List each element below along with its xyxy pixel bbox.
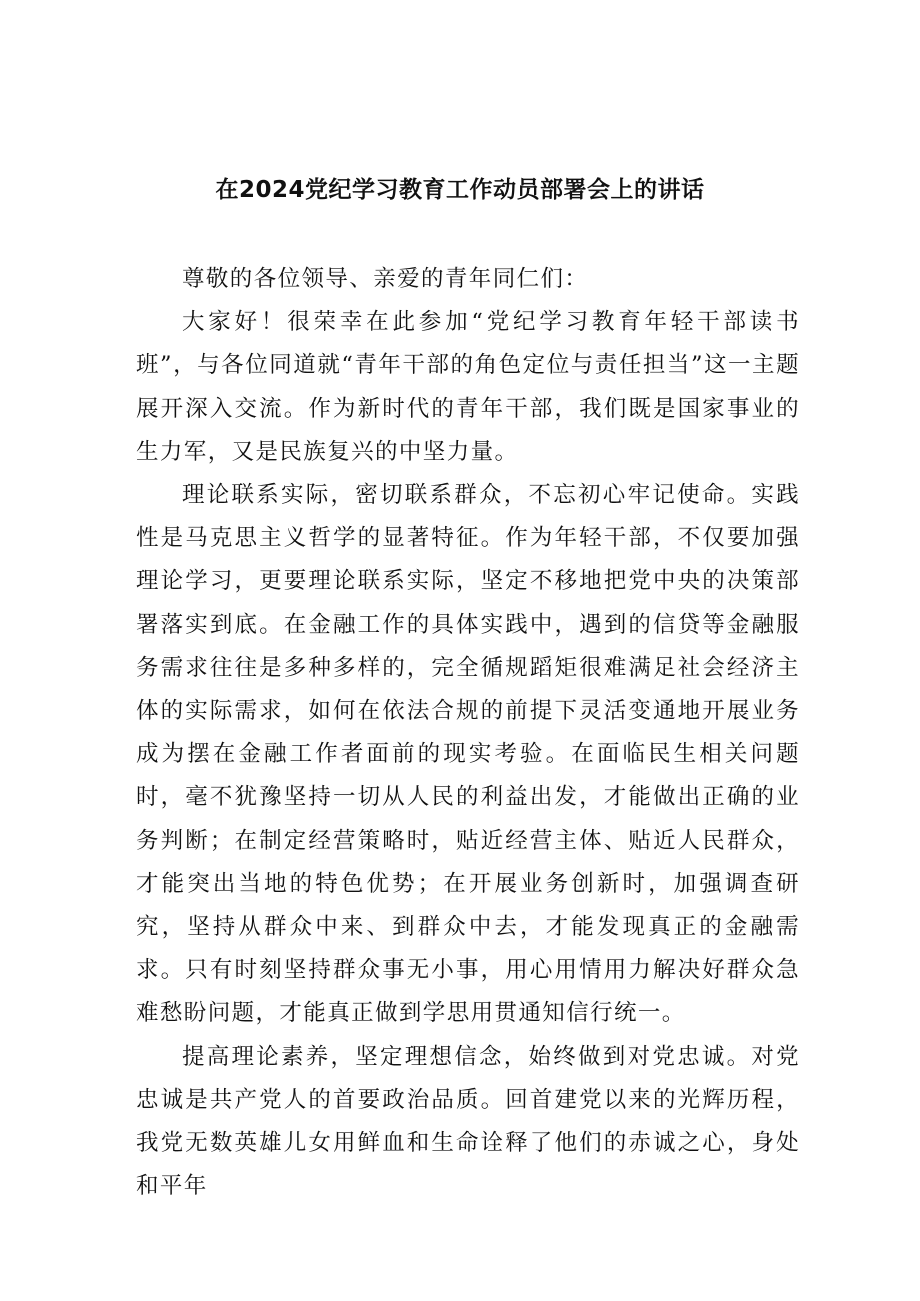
document-body <box>136 258 800 1208</box>
document-title: 在2024党纪学习教育工作动员部署会上的讲话 <box>215 177 705 203</box>
salutation: 尊敬的各位领导、亲爱的青年同仁们： <box>182 266 589 292</box>
paragraph-2: 理论联系实际，密切联系群众，不忘初心牢记使命。实践性是马克思主义哲学的显著特征。作为年轻干部，不仅要加强理论学习，更要理论联系实际，坚定不移地把党中央的决策部署落实到底。在金融工作的具体实践中，遇到的信贷等金融服务需求往往是多种多样的，完全循规蹈矩很难满足社会经济主体的实际需求，如何在依法合规的前提下灵活变通地开展业务成为摆在金融工作者面前的现实考验。在面临民生相关问题时，毫不犹豫坚持一切从人民的利益出发，才能做出正确的业务判断；在制定经营策略时，贴近经营主体、贴近人民群众，才能突出当地的特色优势；在开展业务创新时，加强调查研究，坚持从群众中来、到群众中去，才能发现真正的金融需求。只有时刻坚持群众事无小事，用心用情用力解决好群众急难愁盼问题，才能真正做到学思用贯通知信行统一。 <box>136 482 800 1027</box>
paragraph-3: 提高理论素养，坚定理想信念，始终做到对党忠诚。对党忠诚是共产党人的首要政治品质。回首建党以来的光辉历程，我党无数英雄儿女用鲜血和生命诠释了他们的赤诚之心，身处和平年 <box>136 1043 800 1200</box>
paragraph-1: 大家好！很荣幸在此参加“党纪学习教育年轻干部读书班”，与各位同道就“青年干部的角色定位与责任担当”这一主题展开深入交流。作为新时代的青年干部，我们既是国家事业的生力军，又是民族复兴的中坚力量。 <box>136 309 800 465</box>
